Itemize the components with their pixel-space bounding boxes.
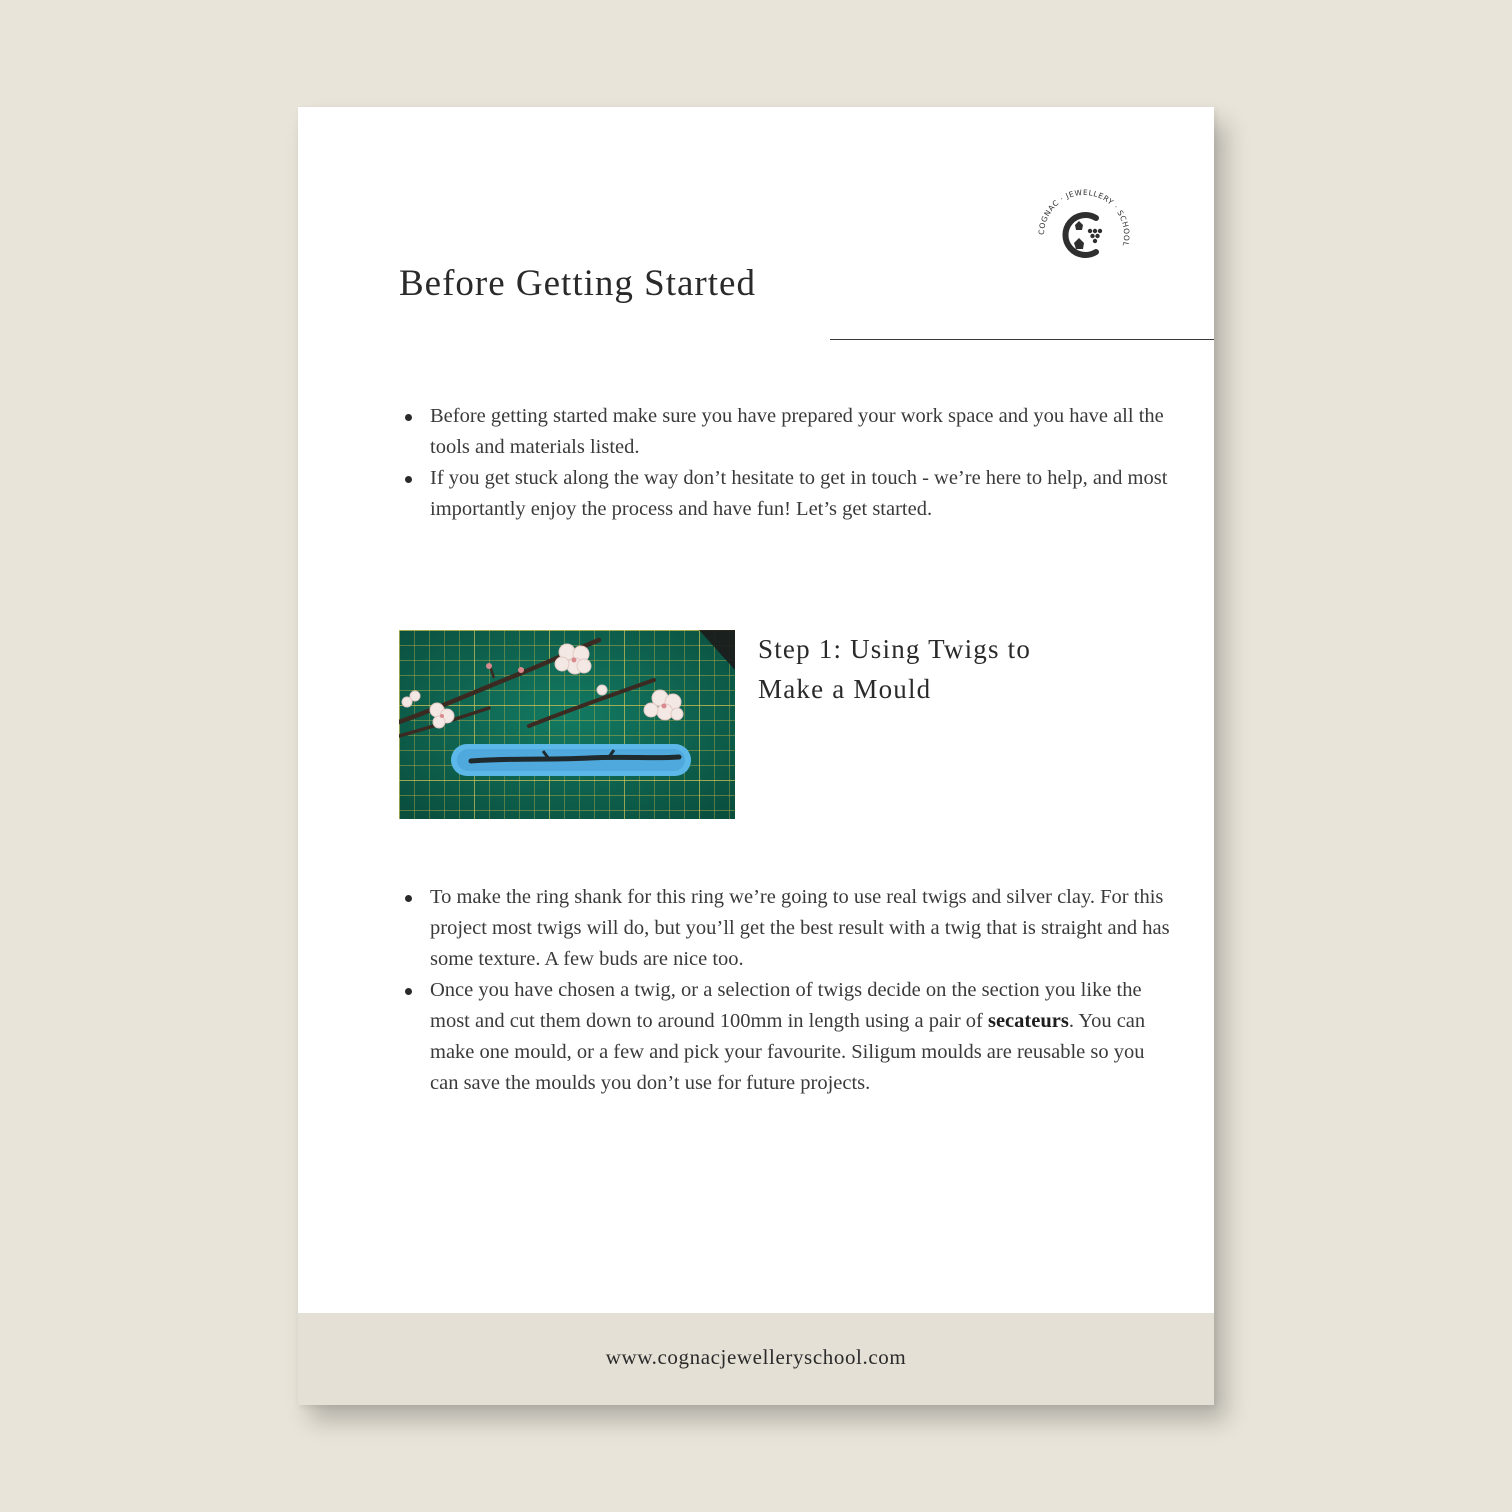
document-page xyxy=(298,107,1214,1405)
page-footer xyxy=(298,1313,1214,1405)
secateurs-term: secateurs xyxy=(987,1010,1069,1032)
svg-text:COGNAC · JEWELLERY · SCHOOL: COGNAC · JEWELLERY · SCHOOL xyxy=(1036,187,1132,248)
intro-bullet-list xyxy=(398,401,1170,525)
step-bullet-list xyxy=(398,882,1170,1099)
step-title-line-2: Make a Mould xyxy=(758,674,932,704)
twig-mould-image xyxy=(399,630,735,819)
website-url: www.cognacjewelleryschool.com xyxy=(605,1345,907,1369)
step-bullet-2 xyxy=(430,975,1170,1099)
twig-mould-photo xyxy=(399,630,735,819)
heading-divider xyxy=(830,339,1214,340)
step-1-title xyxy=(758,629,1088,709)
logo-seal-icon xyxy=(1034,185,1134,285)
cognac-jewellery-school-logo xyxy=(1034,185,1134,285)
step-bullet-2-text-end: . You can make one mould, or a few and pick your favourite. Siligum moulds are reusable so you can save the moulds you don’t use for future projects. xyxy=(430,1010,1146,1094)
intro-bullet-1: Before getting started make sure you have prepared your work space and you have all the tools and materials listed. xyxy=(430,401,1170,463)
intro-bullet-2: If you get stuck along the way don’t hesitate to get in touch - we’re here to help, and most importantly enjoy the process and have fun! Let’s get started. xyxy=(430,463,1170,525)
step-title-line-1: Step 1: Using Twigs to xyxy=(758,634,1032,664)
step-bullet-2-text-start: Once you have chosen a twig, or a selection of twigs decide on the section you like the most and cut them down to around 100mm in length using a pair of xyxy=(430,979,1142,1032)
page-heading: Before Getting Started xyxy=(399,263,756,304)
step-bullet-1: To make the ring shank for this ring we’re going to use real twigs and silver clay. For this project most twigs will do, but you’ll get the best result with a twig that is straight and has some texture. A few buds are nice too. xyxy=(430,882,1170,975)
